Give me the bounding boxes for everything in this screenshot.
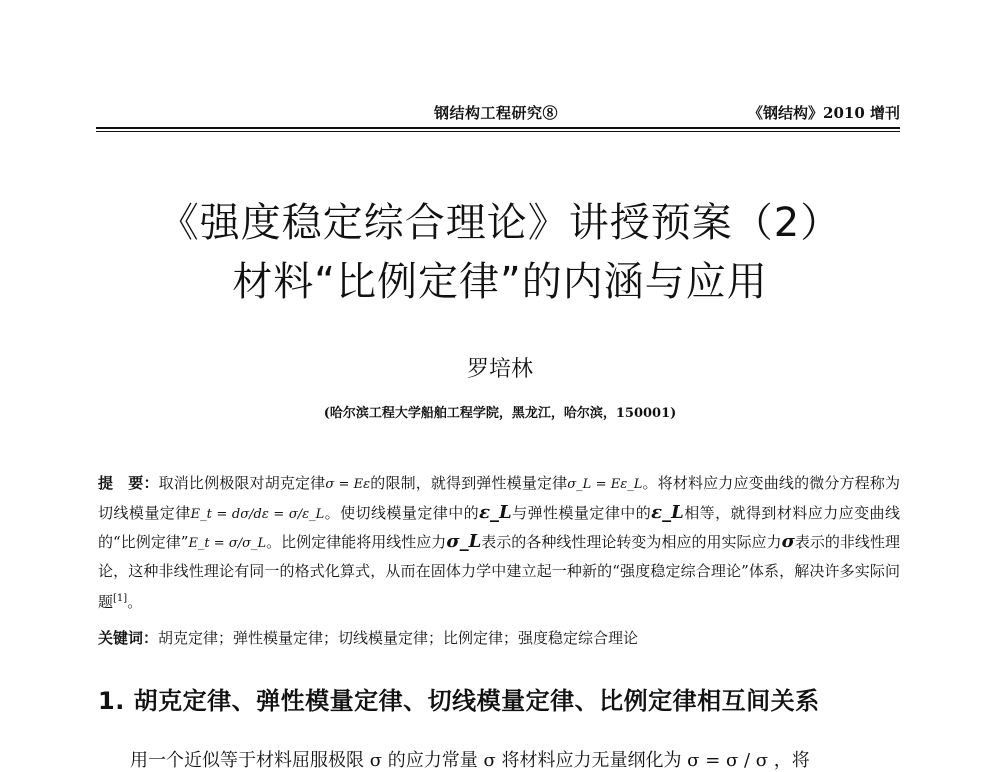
journal-issue-label: 《钢结构》2010 增刊 bbox=[748, 104, 900, 122]
abstract-text: 。将材料应力应变曲线的微分方程称为切线模量定律 bbox=[98, 474, 900, 522]
equation-hooke: σ = Eε bbox=[325, 477, 371, 492]
symbol-sigma-l: σ_L bbox=[446, 531, 482, 552]
running-header bbox=[96, 102, 900, 126]
author-name: 罗培林 bbox=[466, 357, 533, 382]
header-rule-thin bbox=[96, 131, 900, 132]
body-text-partial: 用一个近似等于材料屈服极限 σ 的应力常量 σ 将材料应力无量纲化为 σ = σ / σ ，将 bbox=[130, 750, 810, 771]
journal-series-label: 钢结构工程研究⑧ bbox=[434, 104, 559, 122]
abstract-text: 。 bbox=[127, 593, 143, 611]
abstract-text: 相等，就得到材料应力应变曲线的“比例定律” bbox=[98, 503, 900, 551]
title-line-1: 《强度稳定综合理论》讲授预案（2） bbox=[158, 200, 842, 246]
section-heading: 1. 胡克定律、弹性模量定律、切线模量定律、比例定律相互间关系 bbox=[98, 687, 820, 715]
author-affiliation: (哈尔滨工程大学船舶工程学院，黑龙江，哈尔滨，150001) bbox=[323, 406, 677, 421]
symbol-sigma: σ bbox=[781, 531, 795, 552]
abstract-label: 提 要： bbox=[98, 474, 159, 492]
keywords-label: 关键词： bbox=[98, 629, 159, 647]
header-rule-thick bbox=[96, 127, 900, 129]
keywords-text: 胡克定律；弹性模量定律；切线模量定律；比例定律；强度稳定综合理论 bbox=[158, 629, 639, 647]
abstract-text: 。比例定律能将用线性应力 bbox=[266, 533, 447, 551]
citation-ref[interactable]: [1] bbox=[113, 593, 128, 604]
title-line-2: 材料“比例定律”的内涵与应用 bbox=[232, 259, 768, 305]
abstract-text: 与弹性模量定律中的 bbox=[511, 503, 652, 522]
symbol-epsilon-l: ε_L bbox=[651, 501, 684, 523]
abstract bbox=[98, 470, 900, 617]
abstract-text: 取消比例极限对胡克定律 bbox=[158, 474, 326, 492]
equation-tangent-modulus: E_t = dσ/dε = σ/ε_L bbox=[190, 506, 325, 522]
symbol-epsilon-l: ε_L bbox=[479, 501, 512, 523]
abstract-text: 表示的各种线性理论转变为相应的用实际应力 bbox=[481, 533, 782, 551]
abstract-text: 的限制，就得到弹性模量定律 bbox=[370, 474, 568, 492]
equation-proportional: E_t = σ/σ_L bbox=[188, 536, 267, 551]
equation-elastic-modulus: σ_L = Eε_L bbox=[567, 477, 643, 492]
keywords bbox=[98, 627, 900, 648]
abstract-text: 表示的非线性理论，这种非线性理论有同一的格式化算式，从而在固体力学中建立起一种新的“强度稳定综合理论”体系，解决许多实际问题 bbox=[98, 533, 900, 611]
abstract-text: 。使切线模量定律中的 bbox=[324, 503, 480, 522]
